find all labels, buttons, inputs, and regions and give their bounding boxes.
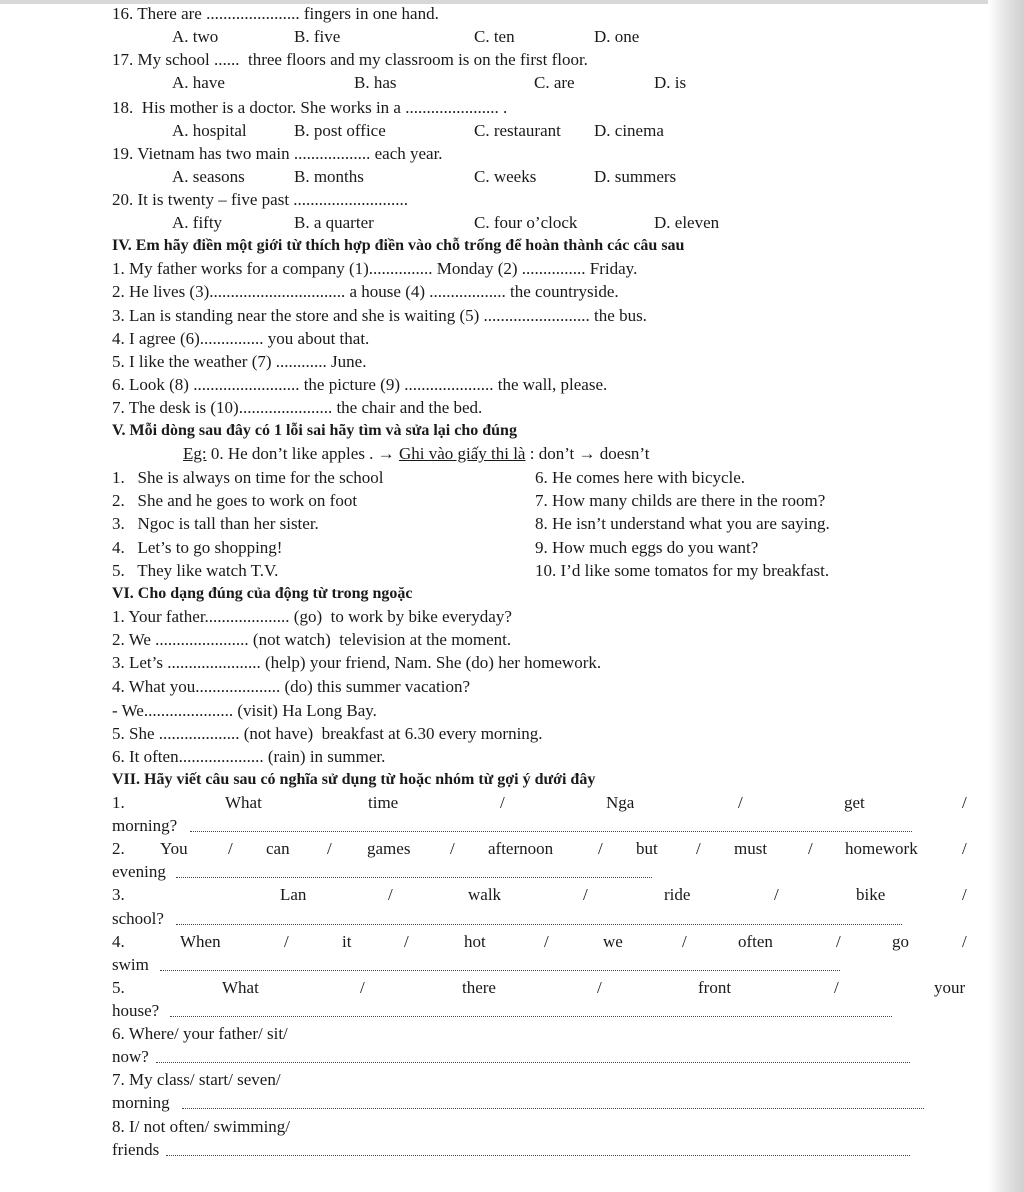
cue-word: games — [367, 839, 411, 858]
prep-line: 6. Look (8) ......................... the picture (9) ..................... the wall, please. — [112, 375, 608, 394]
error-item: 5. They like watch T.V. — [112, 561, 279, 580]
answer-line — [176, 924, 902, 925]
error-item: 8. He isn’t understand what you are saying. — [535, 514, 830, 533]
verb-line: 5. She ................... (not have) breakfast at 6.30 every morning. — [112, 724, 543, 743]
option-c: C. restaurant — [474, 121, 561, 140]
prep-line: 1. My father works for a company (1)............... Monday (2) ............... Friday. — [112, 259, 638, 278]
example-line — [183, 444, 650, 464]
cue-word: / — [228, 839, 233, 858]
cue-word: we — [603, 932, 623, 951]
cue-word: / — [450, 839, 455, 858]
cue-word: but — [636, 839, 658, 858]
scan-right-edge — [988, 0, 1024, 1192]
cue-word: afternoon — [488, 839, 554, 858]
cue-word: / — [284, 932, 289, 951]
error-item: 2. She and he goes to work on foot — [112, 491, 358, 510]
cue-word: What — [225, 793, 262, 812]
cue-word: 2. — [112, 839, 125, 858]
eg-label: Eg: — [183, 444, 207, 463]
cue-word: / — [327, 839, 332, 858]
verb-line: 1. Your father.................... (go) to work by bike everyday? — [112, 607, 512, 626]
prep-line: 2. He lives (3)................................ a house (4) .................. the countryside. — [112, 282, 619, 301]
option-b: B. post office — [294, 121, 386, 140]
option-b: B. has — [354, 73, 397, 92]
cue-words: 6. Where/ your father/ sit/ — [112, 1024, 288, 1043]
cue-word: can — [266, 839, 290, 858]
cue-word: 1. — [112, 793, 125, 812]
cue-word: there — [462, 978, 496, 997]
cue-word: / — [360, 978, 365, 997]
question-16: 16. There are ...................... fingers in one hand. — [112, 4, 439, 23]
cue-word: / — [808, 839, 813, 858]
option-b: B. five — [294, 27, 341, 46]
cue-word: 5. — [112, 978, 125, 997]
cue-word: / — [500, 793, 505, 812]
error-item: 4. Let’s to go shopping! — [112, 538, 283, 557]
cue-tail: school? — [112, 909, 164, 928]
prep-line: 3. Lan is standing near the store and she is waiting (5) ......................... the bus. — [112, 306, 647, 325]
option-a: A. hospital — [172, 121, 247, 140]
cue-word: Nga — [606, 793, 635, 812]
cue-word: bike — [856, 885, 886, 904]
error-item: 6. He comes here with bicycle. — [535, 468, 746, 487]
cue-word: / — [682, 932, 687, 951]
question-20: 20. It is twenty – five past ........................... — [112, 190, 409, 209]
option-a: A. fifty — [172, 213, 223, 232]
cue-word: your — [934, 978, 966, 997]
cue-word: it — [342, 932, 352, 951]
option-d: D. eleven — [654, 213, 720, 232]
option-d: D. one — [594, 27, 640, 46]
prep-line: 5. I like the weather (7) ............ June. — [112, 352, 367, 371]
section-vii-title: VII. Hãy viết câu sau có nghĩa sử dụng từ hoặc nhóm từ gợi ý dưới đây — [112, 771, 596, 788]
cue-tail: house? — [112, 1001, 160, 1020]
question-17: 17. My school ...... three floors and my classroom is on the first floor. — [112, 50, 588, 69]
cue-word: What — [222, 978, 259, 997]
cue-word: ride — [664, 885, 691, 904]
verb-line: 3. Let’s ...................... (help) your friend, Nam. She (do) her homework. — [112, 653, 602, 672]
answer-line — [160, 970, 840, 971]
cue-tail: morning? — [112, 816, 178, 835]
question-19: 19. Vietnam has two main .................. each year. — [112, 144, 443, 163]
cue-word: / — [597, 978, 602, 997]
error-item: 9. How much eggs do you want? — [535, 538, 759, 557]
prep-line: 7. The desk is (10)...................... the chair and the bed. — [112, 398, 483, 417]
error-item: 1. She is always on time for the school — [112, 468, 384, 487]
section-iv-title: IV. Em hãy điền một giới từ thích hợp điền vào chỗ trống để hoàn thành các câu sau — [112, 237, 685, 254]
section-vi-title: VI. Cho dạng đúng của động từ trong ngoặc — [112, 585, 413, 602]
example-correction: : don’t → doesn’t — [525, 444, 650, 463]
option-b: B. a quarter — [294, 213, 374, 232]
cue-word: / — [774, 885, 779, 904]
error-item: 7. How many childs are there in the room? — [535, 491, 826, 510]
option-a: A. two — [172, 27, 219, 46]
cue-word: / — [962, 839, 967, 858]
example-sentence: 0. He don’t like apples . → — [206, 444, 399, 463]
verb-line: 2. We ...................... (not watch) television at the moment. — [112, 630, 512, 649]
answer-line — [166, 1155, 910, 1156]
answer-line — [176, 877, 652, 878]
option-c: C. are — [534, 73, 575, 92]
cue-tail: evening — [112, 862, 166, 881]
answer-line — [156, 1062, 910, 1063]
cue-word: / — [962, 932, 967, 951]
option-c: C. weeks — [474, 167, 537, 186]
cue-word: front — [698, 978, 732, 997]
cue-word: / — [583, 885, 588, 904]
cue-word: / — [738, 793, 743, 812]
cue-word: go — [892, 932, 909, 951]
cue-word: / — [544, 932, 549, 951]
option-a: A. seasons — [172, 167, 245, 186]
cue-word: You — [160, 839, 188, 858]
cue-tail: friends — [112, 1140, 160, 1159]
verb-line: 6. It often.................... (rain) in summer. — [112, 747, 386, 766]
cue-word: 4. — [112, 932, 125, 951]
option-c: C. ten — [474, 27, 515, 46]
error-item: 3. Ngoc is tall than her sister. — [112, 514, 319, 533]
prep-line: 4. I agree (6)............... you about that. — [112, 329, 370, 348]
example-instruction: Ghi vào giấy thi là — [398, 444, 526, 463]
cue-words: 7. My class/ start/ seven/ — [112, 1070, 281, 1089]
option-d: D. is — [654, 73, 687, 92]
cue-word: / — [962, 793, 967, 812]
verb-line: - We..................... (visit) Ha Long Bay. — [112, 701, 377, 720]
option-b: B. months — [294, 167, 364, 186]
answer-line — [190, 831, 912, 832]
cue-words: 8. I/ not often/ swimming/ — [112, 1117, 291, 1136]
cue-word: homework — [845, 839, 918, 858]
cue-word: / — [404, 932, 409, 951]
question-18: 18. His mother is a doctor. She works in a ...................... . — [112, 98, 508, 117]
cue-word: / — [962, 885, 967, 904]
cue-word: / — [598, 839, 603, 858]
error-item: 10. I’d like some tomatos for my breakfast. — [535, 561, 830, 580]
cue-word: get — [844, 793, 865, 812]
cue-word: 3. — [112, 885, 125, 904]
cue-tail: morning — [112, 1093, 170, 1112]
cue-word: time — [368, 793, 399, 812]
cue-word: / — [696, 839, 701, 858]
cue-tail: swim — [112, 955, 149, 974]
cue-word: must — [734, 839, 768, 858]
answer-line — [182, 1108, 924, 1109]
cue-word: / — [834, 978, 839, 997]
cue-word: Lan — [280, 885, 307, 904]
cue-tail: now? — [112, 1047, 149, 1066]
option-d: D. cinema — [594, 121, 664, 140]
cue-word: walk — [468, 885, 502, 904]
option-d: D. summers — [594, 167, 677, 186]
answer-line — [170, 1016, 892, 1017]
cue-word: / — [836, 932, 841, 951]
cue-word: When — [180, 932, 221, 951]
cue-word: often — [738, 932, 773, 951]
option-a: A. have — [172, 73, 225, 92]
cue-word: / — [388, 885, 393, 904]
cue-word: hot — [464, 932, 486, 951]
option-c: C. four o’clock — [474, 213, 578, 232]
verb-line: 4. What you.................... (do) this summer vacation? — [112, 677, 471, 696]
section-v-title: V. Mỗi dòng sau đây có 1 lỗi sai hãy tìm và sửa lại cho đúng — [112, 422, 517, 439]
